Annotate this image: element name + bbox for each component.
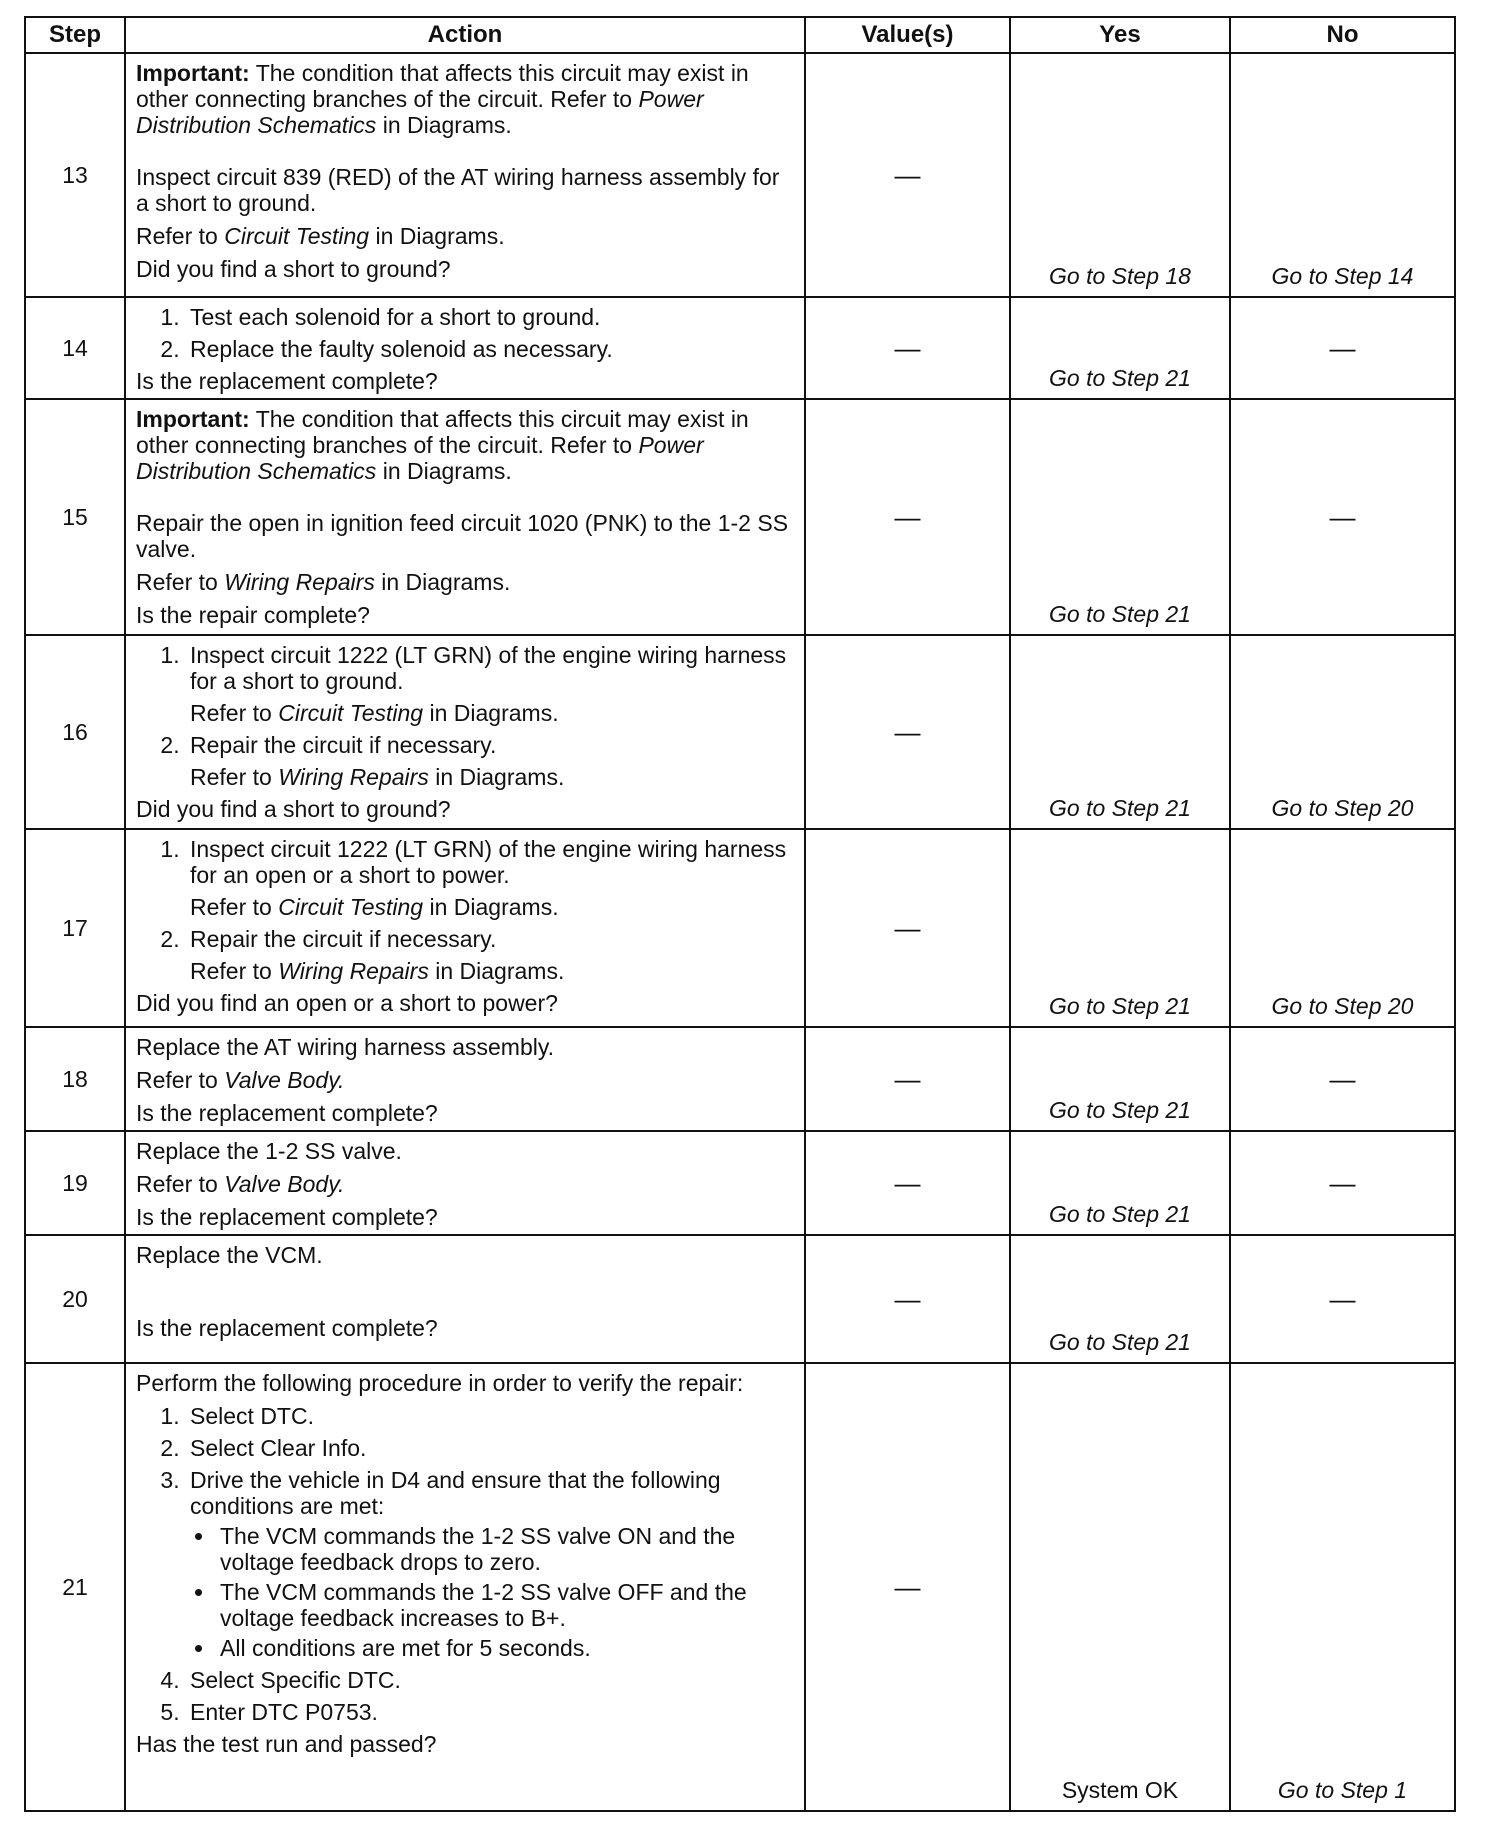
list-item: 1. Inspect circuit 1222 (LT GRN) of the engine wiring harness for an open or a short to power. Refer to Circuit Testing in Diagrams.	[186, 836, 794, 920]
yes-cell: Go to Step 21	[1010, 1027, 1230, 1131]
reference-link: Valve Body.	[224, 1067, 345, 1093]
no-cell: Go to Step 20	[1230, 829, 1455, 1027]
no-cell: —	[1230, 1131, 1455, 1235]
no-cell: —	[1230, 297, 1455, 399]
important-label: Important:	[136, 406, 250, 432]
value-cell: —	[805, 829, 1010, 1027]
list-item: 1. Test each solenoid for a short to ground.	[186, 304, 794, 330]
table-row	[25, 1363, 1455, 1811]
list-item: 2. Select Clear Info.	[186, 1435, 794, 1461]
value-cell: —	[805, 297, 1010, 399]
question-text: Did you find a short to ground?	[136, 256, 451, 282]
instruction-text: Replace the 1-2 SS valve.	[136, 1138, 402, 1164]
value-cell: —	[805, 1235, 1010, 1363]
instruction-text: Repair the open in ignition feed circuit 1020 (PNK) to the 1-2 SS valve.	[136, 510, 789, 562]
question-text: Is the replacement complete?	[136, 1204, 438, 1230]
step-number: 17	[25, 829, 125, 1027]
table-row	[25, 635, 1455, 829]
table-header-row	[25, 17, 1455, 53]
action-cell	[125, 1131, 805, 1235]
question-text: Did you find an open or a short to power?	[136, 990, 558, 1016]
question-text: Is the repair complete?	[136, 602, 370, 628]
action-cell	[125, 53, 805, 297]
list-item: 3. Drive the vehicle in D4 and ensure that the following conditions are met: • The VCM commands the 1-2 SS valve ON and the voltage feedback drops to zero. • The VCM commands the 1-2 SS valve OFF and the voltage feedback increases to B+. • All conditions are met for 5 seconds.	[186, 1467, 794, 1661]
yes-cell: Go to Step 21	[1010, 635, 1230, 829]
numbered-list	[136, 1403, 794, 1725]
reference-link: Wiring Repairs	[224, 569, 375, 595]
instruction-text: Inspect circuit 839 (RED) of the AT wiring harness assembly for a short to ground.	[136, 164, 780, 216]
table-row	[25, 1235, 1455, 1363]
yes-cell: Go to Step 21	[1010, 399, 1230, 635]
no-cell: Go to Step 14	[1230, 53, 1455, 297]
step-number: 13	[25, 53, 125, 297]
header-no: No	[1230, 17, 1455, 53]
instruction-text: Perform the following procedure in order to verify the repair:	[136, 1370, 744, 1396]
refer-line: Refer to Valve Body.	[136, 1067, 345, 1093]
important-note: Important: The condition that affects this circuit may exist in other connecting branches of the circuit. Refer to Power Distribution Schematics in Diagrams.	[136, 406, 749, 484]
yes-cell: Go to Step 21	[1010, 1235, 1230, 1363]
value-cell: —	[805, 53, 1010, 297]
value-cell: —	[805, 1027, 1010, 1131]
reference-link: Circuit Testing	[278, 700, 424, 726]
diagnostic-table-sheet	[24, 16, 1454, 1806]
value-cell: —	[805, 1131, 1010, 1235]
table-row	[25, 53, 1455, 297]
question-text: Did you find a short to ground?	[136, 796, 451, 822]
header-action: Action	[125, 17, 805, 53]
question-text: Is the replacement complete?	[136, 1315, 438, 1341]
important-note: Important: The condition that affects this circuit may exist in other connecting branches of the circuit. Refer to Power Distribution Schematics in Diagrams.	[136, 60, 749, 138]
important-label: Important:	[136, 60, 250, 86]
table-row	[25, 829, 1455, 1027]
step-number: 21	[25, 1363, 125, 1811]
refer-line: Refer to Wiring Repairs in Diagrams.	[136, 569, 511, 595]
bullet-item: • All conditions are met for 5 seconds.	[216, 1635, 794, 1661]
instruction-text: Replace the AT wiring harness assembly.	[136, 1034, 555, 1060]
yes-cell: Go to Step 21	[1010, 1131, 1230, 1235]
refer-line: Refer to Valve Body.	[136, 1171, 345, 1197]
question-text: Is the replacement complete?	[136, 1100, 438, 1126]
reference-link: Valve Body.	[224, 1171, 345, 1197]
yes-cell: Go to Step 21	[1010, 297, 1230, 399]
action-cell	[125, 829, 805, 1027]
step-number: 16	[25, 635, 125, 829]
bullet-item: • The VCM commands the 1-2 SS valve OFF and the voltage feedback increases to B+.	[216, 1579, 794, 1631]
action-cell	[125, 1363, 805, 1811]
refer-line: Refer to Circuit Testing in Diagrams.	[190, 894, 559, 920]
action-cell	[125, 399, 805, 635]
yes-cell: System OK	[1010, 1363, 1230, 1811]
action-cell	[125, 1027, 805, 1131]
reference-link: Power Distribution Schematics	[136, 432, 704, 484]
list-item: 1. Select DTC.	[186, 1403, 794, 1429]
refer-line: Refer to Circuit Testing in Diagrams.	[136, 223, 505, 249]
header-values: Value(s)	[805, 17, 1010, 53]
list-item: 2. Replace the faulty solenoid as necessary.	[186, 336, 794, 362]
value-cell: —	[805, 635, 1010, 829]
reference-link: Power Distribution Schematics	[136, 86, 704, 138]
header-yes: Yes	[1010, 17, 1230, 53]
value-cell: —	[805, 1363, 1010, 1811]
no-cell: Go to Step 20	[1230, 635, 1455, 829]
list-item: 1. Inspect circuit 1222 (LT GRN) of the engine wiring harness for a short to ground. Refer to Circuit Testing in Diagrams.	[186, 642, 794, 726]
numbered-list	[136, 836, 794, 984]
action-cell	[125, 297, 805, 399]
diagnostic-steps-table	[24, 16, 1456, 1812]
list-item: 2. Repair the circuit if necessary. Refer to Wiring Repairs in Diagrams.	[186, 732, 794, 790]
no-cell: —	[1230, 1235, 1455, 1363]
instruction-text: Replace the VCM.	[136, 1242, 323, 1268]
table-row	[25, 1131, 1455, 1235]
refer-line: Refer to Wiring Repairs in Diagrams.	[190, 764, 565, 790]
header-step: Step	[25, 17, 125, 53]
no-cell: Go to Step 1	[1230, 1363, 1455, 1811]
reference-link: Circuit Testing	[224, 223, 370, 249]
question-text: Has the test run and passed?	[136, 1731, 437, 1757]
numbered-list	[136, 642, 794, 790]
reference-link: Wiring Repairs	[278, 958, 429, 984]
yes-cell: Go to Step 18	[1010, 53, 1230, 297]
bullet-item: • The VCM commands the 1-2 SS valve ON and the voltage feedback drops to zero.	[216, 1523, 794, 1575]
step-number: 19	[25, 1131, 125, 1235]
step-number: 18	[25, 1027, 125, 1131]
list-item: 5. Enter DTC P0753.	[186, 1699, 794, 1725]
bullet-list	[190, 1523, 794, 1661]
table-row	[25, 399, 1455, 635]
question-text: Is the replacement complete?	[136, 368, 438, 394]
yes-cell: Go to Step 21	[1010, 829, 1230, 1027]
numbered-list	[136, 304, 794, 362]
step-number: 14	[25, 297, 125, 399]
refer-line: Refer to Circuit Testing in Diagrams.	[190, 700, 559, 726]
reference-link: Wiring Repairs	[278, 764, 429, 790]
table-row	[25, 297, 1455, 399]
list-item: 4. Select Specific DTC.	[186, 1667, 794, 1693]
table-row	[25, 1027, 1455, 1131]
no-cell: —	[1230, 1027, 1455, 1131]
step-number: 15	[25, 399, 125, 635]
action-cell	[125, 635, 805, 829]
list-item: 2. Repair the circuit if necessary. Refer to Wiring Repairs in Diagrams.	[186, 926, 794, 984]
no-cell: —	[1230, 399, 1455, 635]
reference-link: Circuit Testing	[278, 894, 424, 920]
refer-line: Refer to Wiring Repairs in Diagrams.	[190, 958, 565, 984]
value-cell: —	[805, 399, 1010, 635]
step-number: 20	[25, 1235, 125, 1363]
action-cell	[125, 1235, 805, 1363]
